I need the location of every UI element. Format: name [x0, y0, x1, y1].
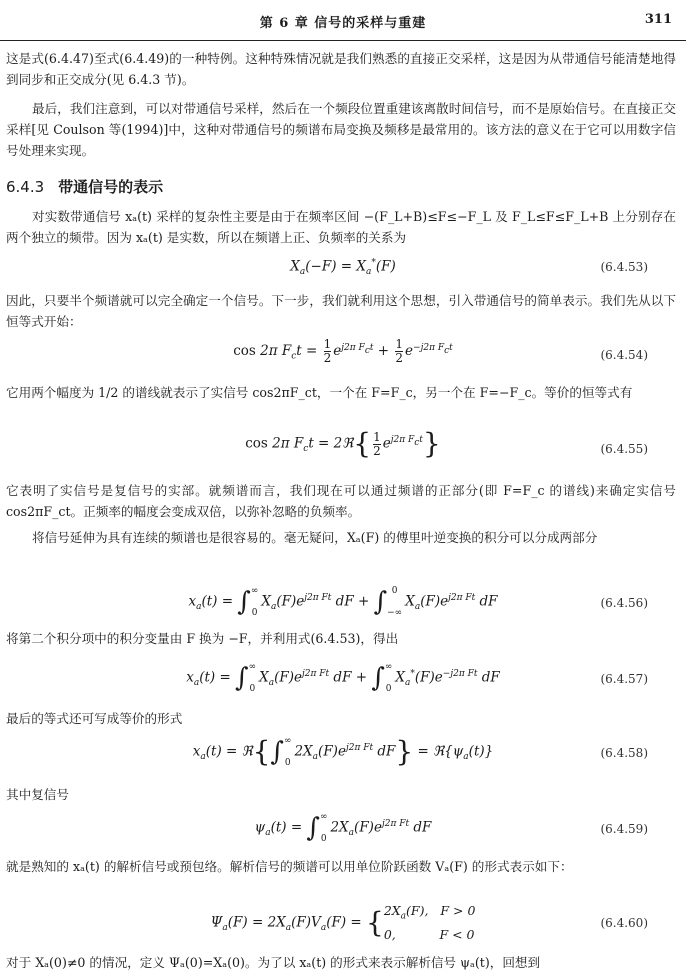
equation-number: (6.4.60): [600, 916, 648, 930]
section-title: 带通信号的表示: [58, 178, 164, 196]
paragraph-8: 将第二个积分项中的积分变量由 F 换为 −F，并利用式(6.4.53)，得出: [6, 631, 399, 646]
paragraph-3: 对实数带通信号 xₐ(t) 采样的复杂性主要是由于在频率区间 −(F_L+B)≤F≤−F_L 及 F_L≤F≤F_L+B 上分别存在两个独立的频带。因为 xₐ(t) 是实数，所以在频谱上正、负频率的关系为: [6, 209, 676, 245]
equation-number: (6.4.56): [600, 596, 648, 610]
equation-6-4-54: [0, 334, 686, 374]
equation-6-4-59: [0, 806, 686, 846]
equation-body: $x_a(t)$ = ℜ{∫ ∞ 0 $2X_a(F)e^{j2\pi Ft}$ $dF\} = ℜ\{\psi_a(t)\}$: [192, 735, 494, 768]
paragraph-2: 最后，我们注意到，可以对带通信号采样，然后在一个频段位置重建该离散时间信号，而不是原始信号。在直接正交采样[见 Coulson 等(1994)]中，这种对带通信号的频谱布局变换及频移是最常用的。该方法的意义在于它可以用数字信号处理来实现。: [6, 101, 676, 158]
equation-number: (6.4.55): [600, 442, 648, 456]
paragraph-4: 因此，只要半个频谱就可以完全确定一个信号。下一步，我们就利用这个思想，引入带通信号的简单表示。我们先从以下恒等式开始：: [6, 293, 676, 329]
page-number: 311: [644, 12, 672, 27]
equation-6-4-53: [0, 252, 686, 292]
equation-number: (6.4.59): [600, 822, 648, 836]
equation-body: $x_a(t)$ = ∫ ∞ 0 $X_a(F)e^{j2\pi Ft}$ dF + ∫ 0 −∞ $X_a(F)e^{j2\pi Ft}$ dF: [188, 586, 498, 618]
equation-body: cos 2π $F_ct$ = 2ℜ{ $\frac{1}{2}$ $e^{j2\pi F_ct}$}: [245, 427, 441, 460]
equation-body: $x_a(t)$ = ∫ ∞ 0 $X_a(F)e^{j2\pi Ft}$ dF + ∫ ∞ 0 $X_a^*(F)e^{-j2\pi Ft}$ dF: [186, 662, 500, 694]
equation-body: $\Psi_a(F) = 2X_a(F)V_a(F)$ = { $2X_a(F)$, F > 0 0, F < 0: [210, 903, 476, 942]
equation-number: (6.4.58): [600, 746, 648, 760]
paragraph-10: 其中复信号: [6, 787, 69, 802]
page-header: [0, 0, 686, 41]
equation-number: (6.4.54): [600, 348, 648, 362]
equation-6-4-58: [0, 730, 686, 770]
equation-number: (6.4.57): [600, 672, 648, 686]
paragraph-6: 它表明了实信号是复信号的实部。就频谱而言，我们现在可以通过频谱的正部分(即 F=F_c 的谱线)来确定实信号 cos2πF_ct。正频率的幅度会变成双倍，以弥补忽略的负频率。: [6, 483, 676, 519]
paragraph-9: 最后的等式还可写成等价的形式: [6, 711, 183, 726]
equation-body: cos 2π $F_ct$ = $\frac{1}{2}$ $e^{j2\pi F_ct}$ + $\frac{1}{2}$ $e^{-j2\pi F_ct}$: [233, 337, 453, 365]
section-number: 6.4.3: [6, 178, 45, 196]
paragraph-11: 就是熟知的 xₐ(t) 的解析信号或预包络。解析信号的频谱可以用单位阶跃函数 Vₐ(F) 的形式表示如下：: [6, 859, 573, 874]
equation-6-4-57: [0, 656, 686, 696]
equation-body: $\psi_a(t)$ = ∫ ∞ 0 $2X_a(F)e^{j2\pi Ft}$ dF: [254, 812, 432, 844]
paragraph-1: 这是式(6.4.47)至式(6.4.49)的一种特例。这种特殊情况就是我们熟悉的直接正交采样，这是因为从带通信号能清楚地得到同步和正交成分(见 6.4.3 节)。: [6, 51, 676, 87]
equation-body: $X_a(-F) = X_a^*(F)$: [290, 258, 396, 278]
paragraph-5: 它用两个幅度为 1/2 的谱线就表示了实信号 cos2πF_ct，一个在 F=F_c，另一个在 F=−F_c。等价的恒等式有: [6, 385, 633, 400]
chapter-title: 第 6 章 信号的采样与重建: [259, 16, 427, 31]
section-heading: [6, 176, 163, 197]
equation-6-4-56: [0, 580, 686, 620]
equation-6-4-60: [0, 902, 686, 942]
equation-number: (6.4.53): [600, 260, 648, 274]
paragraph-12: 对于 Xₐ(0)≠0 的情况，定义 Ψₐ(0)=Xₐ(0)。为了以 xₐ(t) 的形式来表示解析信号 ψₐ(t)，回想到: [6, 955, 541, 970]
equation-6-4-55: [0, 428, 686, 468]
paragraph-7: 将信号延伸为具有连续的频谱也是很容易的。毫无疑问，Xₐ(F) 的傅里叶逆变换的积分可以分成两部分: [32, 530, 598, 545]
